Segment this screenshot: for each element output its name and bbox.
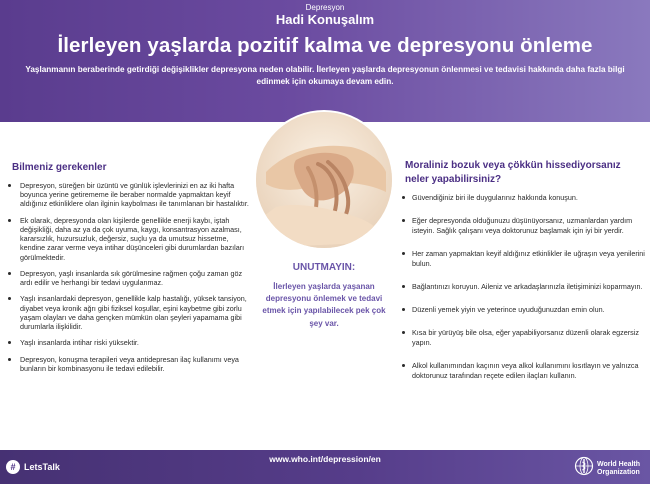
list-item: Yaşlı insanlarda intihar riski yüksektir. — [6, 338, 251, 347]
hashtag-label: LetsTalk — [24, 462, 60, 472]
list-item: Depresyon, süreğen bir üzüntü ve günlük işlevlerinizi en az iki hafta boyunca yerine getirememe ile beraber normalde yapmaktan keyif aldığınız etkinliklere olan ilginin kaybolması ile tanımlanan bir hastalıktır. — [6, 181, 251, 209]
list-item: Güvendiğiniz biri ile duygularınız hakkında konuşun. — [400, 193, 645, 203]
list-item: Ek olarak, depresyonda olan kişilerde genellikle enerji kaybı, iştah değişikliği, daha az ya da çok uyuma, kaygı, konsantrasyon azalması, kararsızlık, huzursuzluk, değersiz, suçlu ya da umutsuz hissetme, kendine zarar verme veya intihar düşünceleri gibi durumlardan bazıları görülmektedir. — [6, 216, 251, 262]
list-item: Depresyon, konuşma terapileri veya antidepresan ilaç kullanımı veya bunların bir kombinasyonu ile tedavi edilebilir. — [6, 355, 251, 373]
right-section-heading: Moraliniz bozuk veya çökkün hissediyorsanız neler yapabilirsiniz? — [405, 160, 621, 185]
left-bullet-list — [6, 181, 251, 380]
page-title: İlerleyen yaşlarda pozitif kalma ve depresyonu önleme — [57, 34, 593, 57]
list-item: Alkol kullanımından kaçının veya alkol kullanımını kısıtlayın ve yalnızca doktorunuz tarafından reçete edilen ilaçları kullanın. — [400, 361, 645, 381]
left-section-heading: Bilmeniz gerekenler — [12, 162, 107, 173]
list-item: Yaşlı insanlardaki depresyon, genellikle kalp hastalığı, yüksek tansiyon, diyabet veya kronik ağrı gibi fiziksel koşullar, eşini kaybetme gibi zorlu yaşam olayları ve daha gençken mümkün olan şeyleri yapamama gibi durumlarla ilişkilidir. — [6, 294, 251, 331]
who-emblem-icon — [574, 456, 594, 481]
list-item: Depresyon, yaşlı insanlarda sık görülmesine rağmen çoğu zaman göz ardı edilir ve herhangi bir tedavi uygulanmaz. — [6, 269, 251, 287]
header-banner — [0, 0, 650, 122]
right-bullet-list — [400, 193, 645, 394]
list-item: Eğer depresyonda olduğunuzu düşünüyorsanız, uzmanlardan yardım isteyin. Sağlık çalışanı veya doktorunuz başlamak için iyi bir yerdir. — [400, 216, 645, 236]
hashtag-icon: # — [6, 460, 20, 474]
hands-photo — [256, 112, 392, 248]
who-name: World Health Organization — [597, 460, 641, 476]
list-item: Bağlantınızı koruyun. Aileniz ve arkadaşlarınızla iletişiminizi koparmayın. — [400, 282, 645, 292]
list-item: Düzenli yemek yiyin ve yeterince uyuduğunuzdan emin olun. — [400, 305, 645, 315]
list-item: Kısa bir yürüyüş bile olsa, eğer yapabiliyorsanız düzenli olarak egzersiz yapın. — [400, 328, 645, 348]
series-title: Hadi Konuşalım — [275, 12, 375, 27]
remember-text: İlerleyen yaşlarda yaşanan depresyonu önlemek ve tedavi etmek için yapılabilecek pek çok şey var. — [262, 282, 386, 328]
page-subtitle: Yaşlanmanın beraberinde getirdiği değişiklikler depresyona neden olabilir. İlerleyen yaşlarda depresyonun önlenmesi ve tedavisi hakkında daha fazla bilgi edinmek için okumaya devam edin. — [25, 65, 625, 86]
website-link[interactable]: www.who.int/depression/en — [269, 454, 381, 464]
footer-bar — [0, 450, 650, 484]
kicker-label: Depresyon — [305, 3, 345, 12]
remember-heading: UNUTMAYIN: — [292, 262, 356, 273]
who-logo — [574, 456, 645, 481]
list-item: Her zaman yapmaktan keyif aldığınız etkinlikler ile uğraşın veya yenilerini bulun. — [400, 249, 645, 269]
